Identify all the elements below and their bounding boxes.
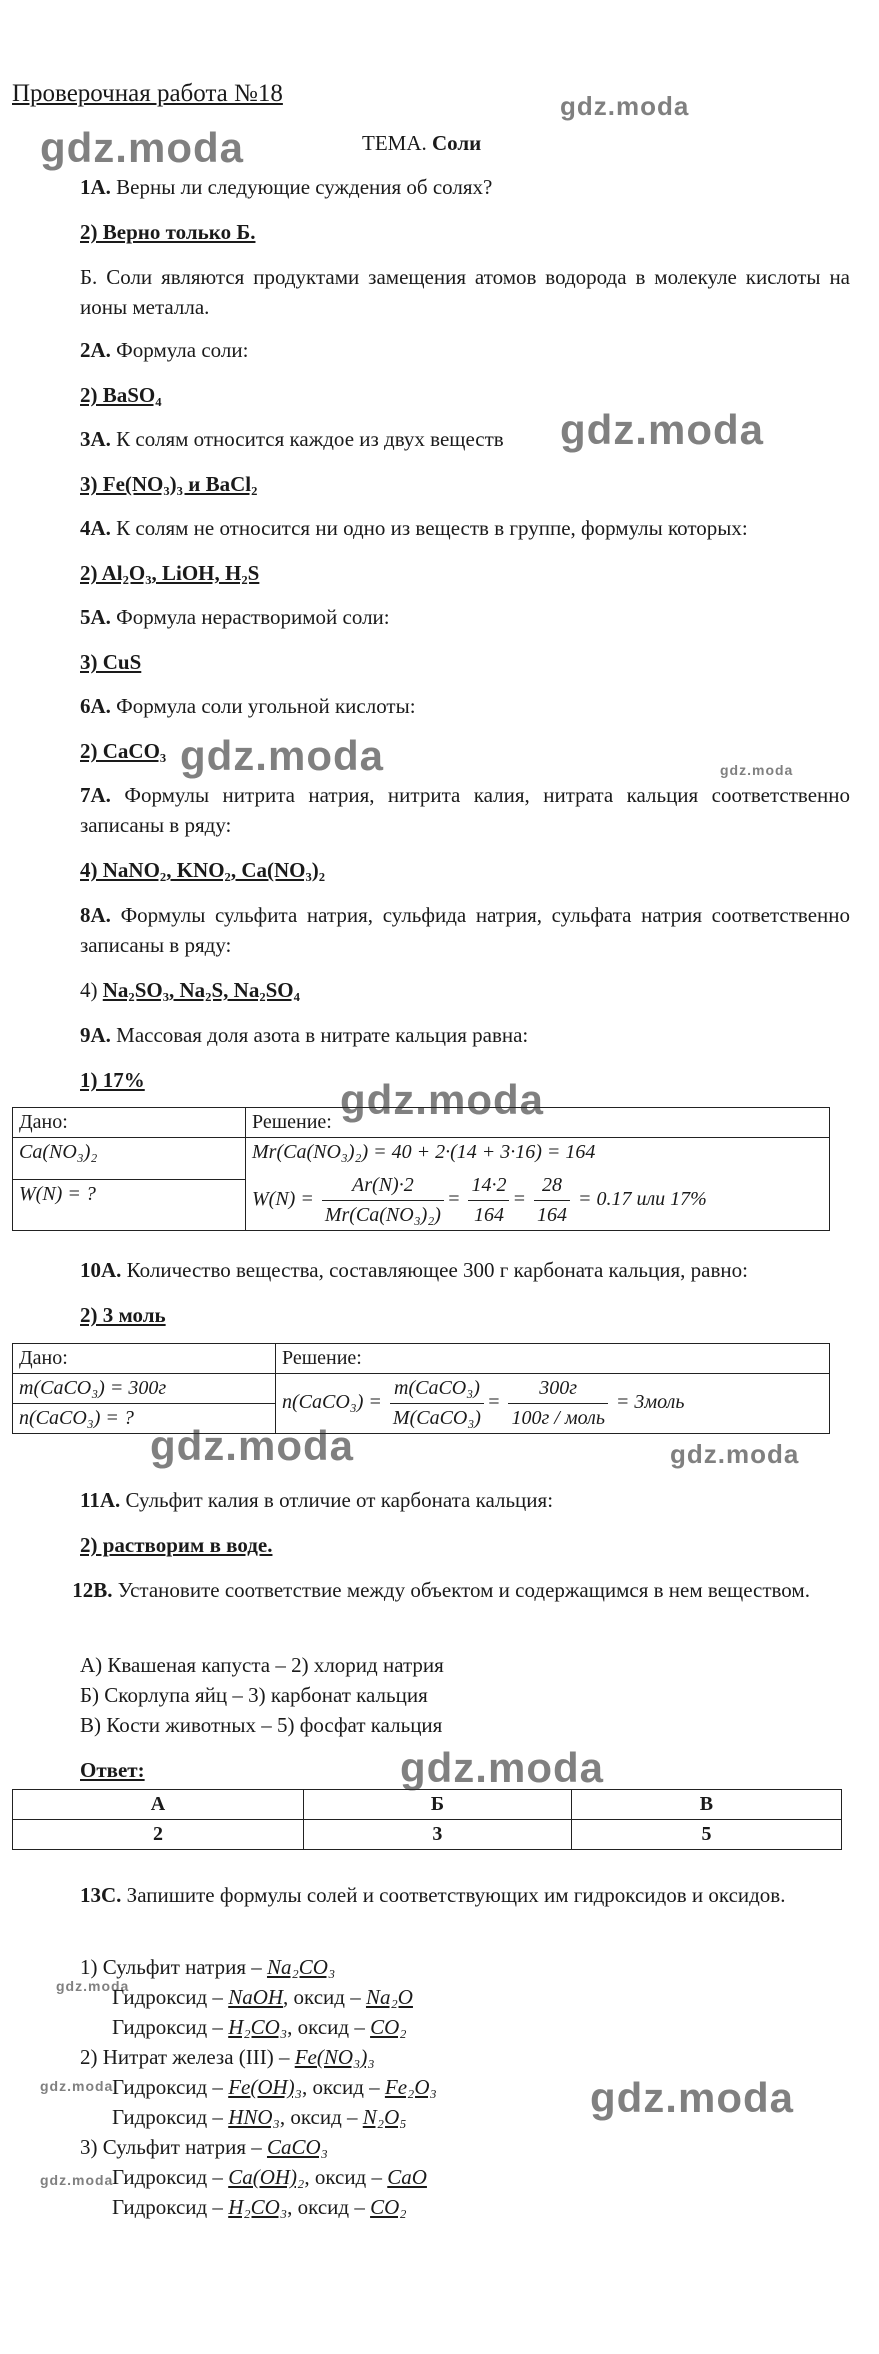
numerator: Ar(N)·2 [322, 1171, 444, 1201]
label: , оксид – [283, 1985, 366, 2009]
match-item: А) Квашеная капуста – 2) хлорид натрия [80, 1653, 444, 1677]
denominator: M(CaCO₃) [392, 1407, 481, 1429]
answer-label: Ответ: [80, 1758, 145, 1782]
watermark: gdz.moda [720, 762, 794, 778]
table-cell: 2 [13, 1820, 304, 1850]
question-text: Формула нерастворимой соли: [116, 605, 390, 629]
denominator: 164 [536, 1204, 567, 1226]
answer-11: 2) растворим в воде. [80, 1533, 273, 1557]
question-number: 9А. [80, 1023, 111, 1047]
answer-2: 2) BaSO₄ [80, 383, 162, 407]
watermark: gdz.moda [560, 91, 690, 121]
oxide-formula: N₂O₅ [362, 2105, 407, 2129]
question-number: 3А. [80, 427, 111, 451]
question-number: 4А. [80, 516, 111, 540]
q13-item-2 [80, 2042, 375, 2072]
formula-lhs: n(CaCO₃) = [282, 1391, 382, 1414]
question-text: К солям относится каждое из двух веществ [116, 427, 504, 451]
question-9 [80, 1020, 850, 1050]
solution-line: Mr(Ca(NO₃)₂) = 40 + 2·(14 + 3·16) = 164 [252, 1141, 596, 1163]
denominator: 100г / моль [511, 1407, 605, 1429]
topic-name: Соли [432, 131, 482, 155]
topic-prefix: ТЕМА. [362, 131, 427, 155]
question-text: Сульфит калия в отличие от карбоната кальция: [125, 1488, 554, 1512]
numerator: 300г [508, 1374, 607, 1404]
answer-table-12 [12, 1789, 842, 1850]
watermark: gdz.moda [590, 2074, 794, 2121]
answer-8 [80, 975, 300, 1005]
q13-item-1 [80, 1952, 335, 1982]
label: Гидроксид – [112, 2165, 229, 2189]
given-value: m(CaCO₃) = 300г [13, 1374, 276, 1404]
q13-hydroxide-line [112, 2012, 407, 2042]
oxide-formula: Na₂O [365, 1985, 413, 2009]
denominator: Mr(Ca(NO₃)₂) [324, 1204, 441, 1226]
match-item: В) Кости животных – 5) фосфат кальция [80, 1713, 443, 1737]
question-number: 1А. [80, 175, 111, 199]
label: , оксид – [304, 2165, 388, 2189]
label: , оксид – [301, 2075, 385, 2099]
oxide-formula: CO₂ [370, 2195, 407, 2219]
answer-4: 2) Al₂O₃, LiOH, H₂S [80, 561, 260, 585]
answer-1-note: Б. Соли являются продуктами замещения атомов водорода в молекуле кислоты на ионы металла. [80, 265, 850, 320]
watermark: gdz.moda [40, 124, 244, 171]
question-number: 11А. [80, 1488, 121, 1512]
question-text: Формулы нитрита натрия, нитрита калия, нитрата кальция соответственно записаны в ряду: [80, 783, 851, 838]
given-value: W(N) = ? [13, 1180, 246, 1231]
solution-formula: W(N) = $\frac{Ar(N)\cdot 2}{\text{Mr(Ca(NO₃)₂)}}$ = $\frac{14\cdot 2}{164}$ = $\frac{28}{164}$ = 0.17 или 17% [252, 1171, 823, 1230]
question-7 [80, 780, 850, 841]
solution-header: Решение: [246, 1108, 830, 1138]
fraction [322, 1171, 444, 1230]
hydroxide-formula: H₂CO₃ [228, 2015, 288, 2039]
fraction [508, 1374, 607, 1433]
answer-value: Na₂SO₃, Na₂S, Na₂SO₄ [102, 978, 300, 1002]
watermark: gdz.moda [400, 1744, 604, 1791]
watermark: gdz.moda [560, 406, 764, 453]
page-title: Проверочная работа №18 [12, 80, 283, 107]
watermark: gdz.moda [56, 1978, 130, 1994]
numerator: 14·2 [468, 1171, 509, 1201]
question-5 [80, 602, 850, 632]
question-text: Установите соответствие между объектом и содержащимся в нем веществом. [117, 1578, 810, 1602]
given-value: n(CaCO₃) = ? [13, 1404, 276, 1434]
watermark: gdz.moda [40, 2172, 114, 2188]
salt-formula: CaCO₃ [266, 2135, 328, 2159]
question-12 [46, 1575, 850, 1605]
question-11 [80, 1485, 850, 1515]
question-2 [80, 335, 850, 365]
watermark: gdz.moda [40, 2078, 114, 2094]
label: Гидроксид – [112, 2015, 229, 2039]
formula-result: = 3моль [615, 1391, 685, 1414]
numerator: m(CaCO₃) [390, 1374, 484, 1404]
question-number: 5А. [80, 605, 111, 629]
question-number: 2А. [80, 338, 111, 362]
watermark: gdz.moda [180, 732, 384, 779]
oxide-formula: Fe₂O₃ [384, 2075, 437, 2099]
answer-9: 1) 17% [80, 1068, 145, 1092]
solution-body: n(CaCO₃) = $\frac{\text{m(CaCO₃)}}{\text{M(CaCO₃)}}$ = $\frac{300г}{\text{100г / моль}}$ = 3моль [276, 1374, 830, 1434]
label: Гидроксид – [112, 2195, 229, 2219]
question-text: Запишите формулы солей и соответствующих им гидроксидов и оксидов. [126, 1883, 786, 1907]
question-1 [80, 172, 850, 202]
fraction [534, 1171, 570, 1230]
question-13 [80, 1880, 850, 1910]
watermark: gdz.moda [150, 1422, 354, 1469]
solution-table-10 [12, 1343, 830, 1434]
denominator: 164 [473, 1204, 504, 1226]
q13-item-3 [80, 2132, 328, 2162]
question-text: Формула соли: [116, 338, 249, 362]
hydroxide-formula: Ca(OH)₂ [228, 2165, 305, 2189]
table-header: А [13, 1790, 304, 1820]
item-title: 1) Сульфит натрия – [80, 1955, 267, 1979]
watermark: gdz.moda [340, 1076, 544, 1123]
hydroxide-formula: Fe(OH)₃ [228, 2075, 302, 2099]
question-3 [80, 424, 850, 454]
question-text: Верны ли следующие суждения об солях? [116, 175, 493, 199]
q13-hydroxide-line [112, 2192, 407, 2222]
label: Гидроксид – [112, 1985, 229, 2009]
q13-hydroxide-line [112, 2102, 407, 2132]
solution-table-9 [12, 1107, 830, 1231]
solution-body [246, 1138, 830, 1231]
question-text: Формулы сульфита натрия, сульфида натрия, сульфата натрия соответственно записаны в ряду: [80, 903, 851, 958]
question-text: Массовая доля азота в нитрате кальция равна: [116, 1023, 529, 1047]
question-number: 7А. [80, 783, 111, 807]
answer-10: 2) 3 моль [80, 1303, 166, 1327]
answer-3: 3) Fe(NO₃)₃ и BaCl₂ [80, 472, 258, 496]
q13-hydroxide-line [112, 2162, 427, 2192]
hydroxide-formula: NaOH [228, 1985, 284, 2009]
given-header: Дано: [13, 1108, 246, 1138]
salt-formula: Na₂CO₃ [266, 1955, 336, 1979]
question-8 [80, 900, 850, 961]
question-number: 12В. [72, 1578, 113, 1602]
question-number: 6А. [80, 694, 111, 718]
item-title: 2) Нитрат железа (III) – [80, 2045, 295, 2069]
question-text: Формула соли угольной кислоты: [116, 694, 416, 718]
given-value: Ca(NO₃)₂ [13, 1138, 246, 1180]
given-header: Дано: [13, 1344, 276, 1374]
watermark: gdz.moda [670, 1439, 800, 1469]
oxide-formula: CO₂ [370, 2015, 407, 2039]
fraction [390, 1374, 484, 1433]
numerator: 28 [534, 1171, 570, 1201]
table-cell: 5 [571, 1820, 841, 1850]
salt-formula: Fe(NO₃)₃ [294, 2045, 375, 2069]
question-text: Количество вещества, составляющее 300 г карбоната кальция, равно: [126, 1258, 748, 1282]
table-header: Б [303, 1790, 571, 1820]
solution-header: Решение: [276, 1344, 830, 1374]
label: , оксид – [287, 2015, 371, 2039]
q13-hydroxide-line [112, 1982, 413, 2012]
table-header: В [571, 1790, 841, 1820]
question-number: 8А. [80, 903, 111, 927]
item-title: 3) Сульфит натрия – [80, 2135, 267, 2159]
answer-1: 2) Верно только Б. [80, 220, 256, 244]
question-text: К солям не относится ни одно из веществ в группе, формулы которых: [116, 516, 748, 540]
question-4 [80, 513, 850, 543]
answer-5: 3) CuS [80, 650, 142, 674]
match-item: Б) Скорлупа яйц – 3) карбонат кальция [80, 1683, 428, 1707]
formula-result: = 0.17 или 17% [577, 1188, 707, 1211]
topic-line [362, 128, 481, 158]
answer-7: 4) NaNO₂, KNO₂, Ca(NO₃)₂ [80, 858, 326, 882]
question-6 [80, 691, 850, 721]
question-number: 10А. [80, 1258, 122, 1282]
label: , оксид – [287, 2195, 371, 2219]
label: Гидроксид – [112, 2105, 229, 2129]
hydroxide-formula: H₂CO₃ [228, 2195, 288, 2219]
fraction [468, 1171, 509, 1230]
answer-prefix: 4) [80, 978, 103, 1002]
question-10 [80, 1255, 850, 1285]
label: , оксид – [279, 2105, 363, 2129]
formula-lhs: W(N) = [252, 1188, 314, 1211]
table-cell: 3 [303, 1820, 571, 1850]
q13-hydroxide-line [112, 2072, 437, 2102]
question-number: 13С. [80, 1883, 122, 1907]
label: Гидроксид – [112, 2075, 229, 2099]
oxide-formula: CaO [387, 2165, 427, 2189]
answer-6: 2) CaCO₃ [80, 739, 167, 763]
hydroxide-formula: HNO₃ [228, 2105, 280, 2129]
